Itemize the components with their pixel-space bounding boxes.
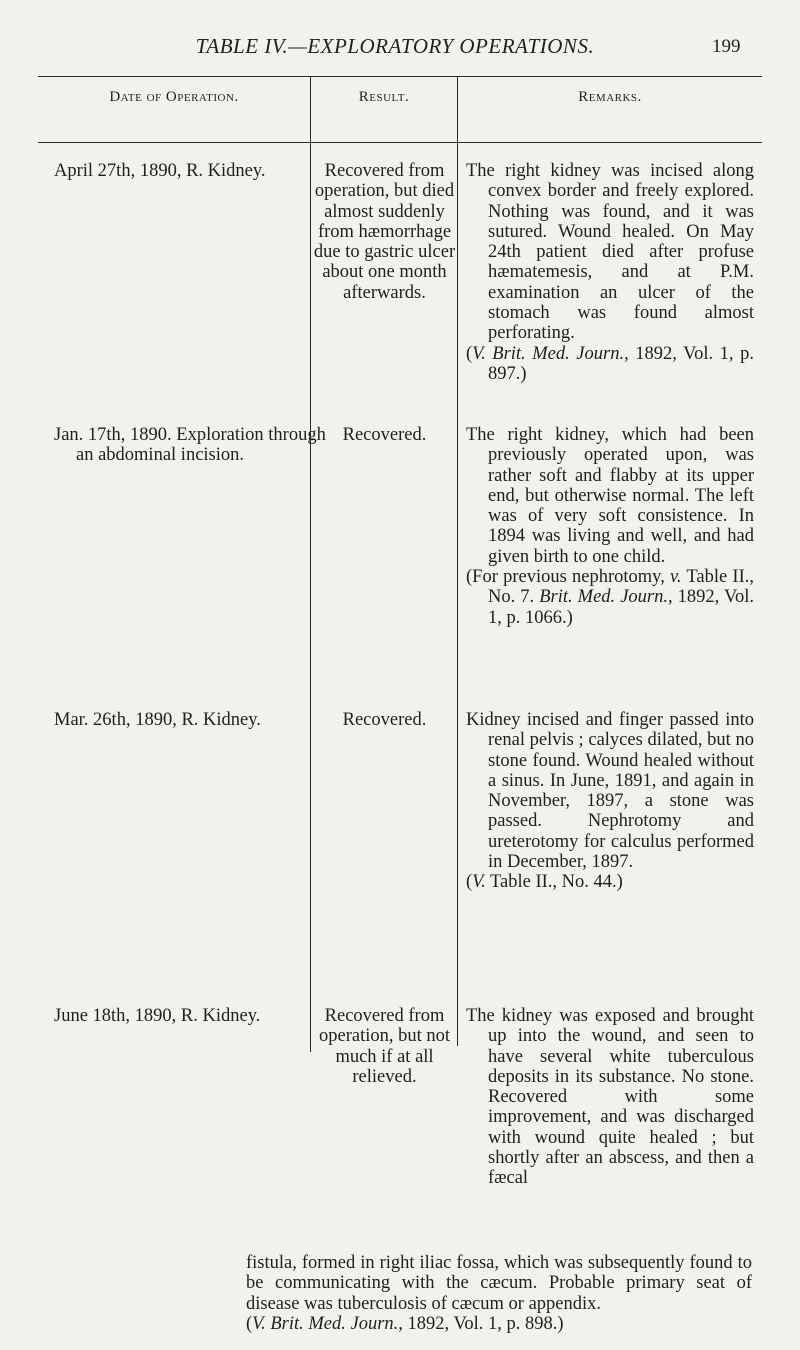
row-3-date: Mar. 26th, 1890, R. Kidney. (54, 710, 261, 730)
row-2-remarks (466, 425, 754, 628)
row-4-continuation (246, 1253, 752, 1334)
row-3-remarks (466, 710, 754, 893)
header-rule (38, 142, 762, 143)
header-date: Date of Operation. (109, 89, 239, 105)
row-3-result: Recovered. (342, 710, 427, 730)
row-1-result: Recovered from operation, but died almost suddenly from hæmorrhage due to gastric ulcer about one month afterwards. (313, 161, 456, 303)
header-result: Result. (358, 89, 410, 105)
row-3-remarks-text: Kidney incised and finger passed into renal pelvis ; calyces dilated, but no stone found. Wound healed without a sinus. In June, 1891, and again in November, 1897, a stone was passed. Nephrotomy and ureterotomy for calculus performed in December, 1897. (466, 710, 754, 873)
column-divider-2 (457, 76, 458, 1046)
page-number: 199 (712, 36, 741, 57)
row-3-citation: (V. Table II., No. 44.) (466, 872, 623, 893)
row-4-date: June 18th, 1890, R. Kidney. (54, 1006, 261, 1026)
header-remarks: Remarks. (578, 89, 642, 105)
row-1-remarks (466, 161, 754, 384)
column-divider-1 (310, 76, 311, 1052)
row-4-result: Recovered from operation, but not much if at all relieved. (318, 1006, 451, 1087)
top-rule (38, 76, 762, 77)
running-title: TABLE IV.—EXPLORATORY OPERATIONS. (195, 34, 595, 58)
row-2-citation: (For previous nephrotomy, v. Table II., No. 7. Brit. Med. Journ., 1892, Vol. 1, p. 1066.) (466, 567, 754, 628)
row-1-citation: (V. Brit. Med. Journ., 1892, Vol. 1, p. 897.) (466, 343, 754, 384)
row-1-date: April 27th, 1890, R. Kidney. (54, 161, 266, 181)
row-4-remarks-text: The kidney was exposed and brought up into the wound, and seen to have several white tuberculous deposits in its substance. No stone. Recovered with some improvement, and was discharged with wound quite healed ; but shortly after an abscess, and then a fæcal (466, 1006, 754, 1189)
row-4-continuation-text: fistula, formed in right iliac fossa, which was subsequently found to be communicating with the cæcum. Probable primary seat of disease was tuberculosis of cæcum or appendix. (246, 1253, 752, 1314)
row-2-remarks-text: The right kidney, which had been previously operated upon, was rather soft and flabby at its upper end, but otherwise normal. The left was of very soft consistence. In 1894 was living and well, and had given birth to one child. (466, 425, 754, 567)
row-2-result: Recovered. (342, 425, 427, 445)
row-2-date: Jan. 17th, 1890. Exploration through an abdominal incision. (54, 425, 326, 466)
row-4-citation: (V. Brit. Med. Journ., 1892, Vol. 1, p. 898.) (246, 1313, 564, 1334)
row-4-remarks (466, 1006, 754, 1189)
row-1-remarks-text: The right kidney was incised along convex border and freely explored. Nothing was found, and it was sutured. Wound healed. On May 24th patient died after profuse hæmatemesis, and at P.M. examination an ulcer of the stomach was found almost perforating. (466, 161, 754, 344)
